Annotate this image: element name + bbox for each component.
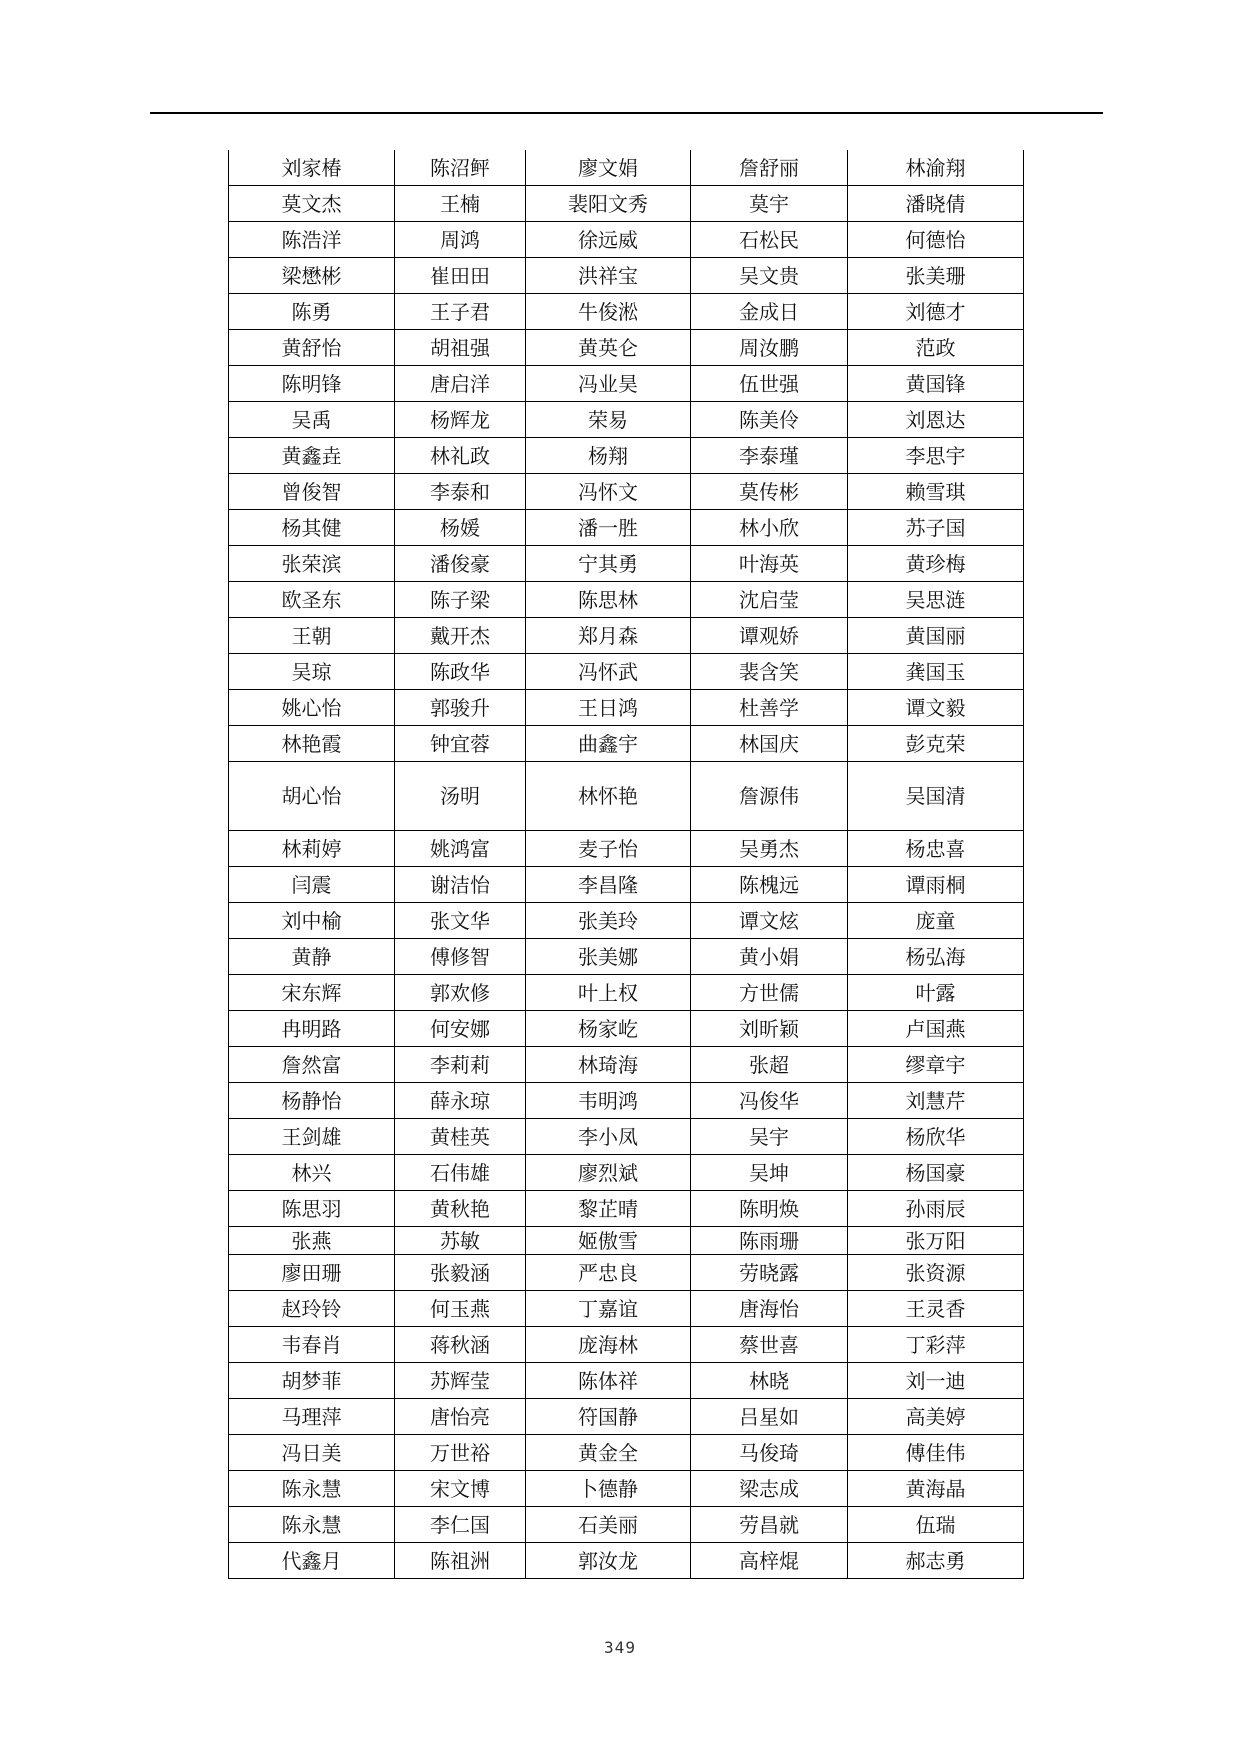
name-cell: 王日鸿 <box>526 690 691 726</box>
name-cell: 李昌隆 <box>526 867 691 903</box>
table-row <box>229 726 1024 762</box>
table-row <box>229 330 1024 366</box>
name-cell: 丁嘉谊 <box>526 1291 691 1327</box>
name-cell: 范政 <box>848 330 1024 366</box>
name-cell: 张毅涵 <box>395 1255 526 1291</box>
name-cell: 石美丽 <box>526 1507 691 1543</box>
name-cell: 丁彩萍 <box>848 1327 1024 1363</box>
name-cell: 叶露 <box>848 975 1024 1011</box>
name-cell: 吕星如 <box>691 1399 848 1435</box>
name-cell: 石松民 <box>691 222 848 258</box>
name-cell: 潘俊豪 <box>395 546 526 582</box>
table-row <box>229 1435 1024 1471</box>
name-cell: 黄国丽 <box>848 618 1024 654</box>
name-cell: 姚心怡 <box>229 690 395 726</box>
name-cell: 符国静 <box>526 1399 691 1435</box>
name-cell: 刘家椿 <box>229 150 395 186</box>
table-row <box>229 831 1024 867</box>
name-cell: 黄金全 <box>526 1435 691 1471</box>
table-row <box>229 1191 1024 1227</box>
table-row <box>229 1119 1024 1155</box>
table-row <box>229 510 1024 546</box>
table-row <box>229 690 1024 726</box>
name-cell: 宋东辉 <box>229 975 395 1011</box>
name-cell: 刘一迪 <box>848 1363 1024 1399</box>
name-cell: 冯日美 <box>229 1435 395 1471</box>
table-row <box>229 1471 1024 1507</box>
name-cell: 冯俊华 <box>691 1083 848 1119</box>
table-row <box>229 867 1024 903</box>
name-cell: 何德怡 <box>848 222 1024 258</box>
name-cell: 黄鑫垚 <box>229 438 395 474</box>
name-cell: 吴坤 <box>691 1155 848 1191</box>
name-cell: 宁其勇 <box>526 546 691 582</box>
name-cell: 洪祥宝 <box>526 258 691 294</box>
name-cell: 郭欢修 <box>395 975 526 1011</box>
name-cell: 张美玲 <box>526 903 691 939</box>
name-cell: 姬傲雪 <box>526 1227 691 1255</box>
name-cell: 陈体祥 <box>526 1363 691 1399</box>
name-cell: 杨欣华 <box>848 1119 1024 1155</box>
name-cell: 黄秋艳 <box>395 1191 526 1227</box>
name-cell: 陈思林 <box>526 582 691 618</box>
name-cell: 叶海英 <box>691 546 848 582</box>
name-cell: 裴阳文秀 <box>526 186 691 222</box>
table-row <box>229 294 1024 330</box>
name-cell: 吴文贵 <box>691 258 848 294</box>
name-cell: 林小欣 <box>691 510 848 546</box>
table-row <box>229 975 1024 1011</box>
name-cell: 沈启莹 <box>691 582 848 618</box>
name-cell: 张美娜 <box>526 939 691 975</box>
name-cell: 苏辉莹 <box>395 1363 526 1399</box>
name-cell: 王子君 <box>395 294 526 330</box>
table-row <box>229 474 1024 510</box>
name-cell: 陈祖洲 <box>395 1543 526 1579</box>
name-cell: 谢洁怡 <box>395 867 526 903</box>
name-cell: 黄小娟 <box>691 939 848 975</box>
name-cell: 林渝翔 <box>848 150 1024 186</box>
name-cell: 杨弘海 <box>848 939 1024 975</box>
name-cell: 陈雨珊 <box>691 1227 848 1255</box>
table-row <box>229 402 1024 438</box>
name-cell: 杨辉龙 <box>395 402 526 438</box>
table-row <box>229 1327 1024 1363</box>
name-cell: 赵玲铃 <box>229 1291 395 1327</box>
name-cell: 唐海怡 <box>691 1291 848 1327</box>
name-cell: 郭汝龙 <box>526 1543 691 1579</box>
name-cell: 黄静 <box>229 939 395 975</box>
table-row <box>229 903 1024 939</box>
name-cell: 赖雪琪 <box>848 474 1024 510</box>
name-cell: 傅佳伟 <box>848 1435 1024 1471</box>
name-cell: 谭文炫 <box>691 903 848 939</box>
name-cell: 严忠良 <box>526 1255 691 1291</box>
name-cell: 刘德才 <box>848 294 1024 330</box>
name-cell: 蒋秋涵 <box>395 1327 526 1363</box>
name-cell: 劳晓露 <box>691 1255 848 1291</box>
name-cell: 张荣滨 <box>229 546 395 582</box>
name-cell: 谭观娇 <box>691 618 848 654</box>
table-row <box>229 150 1024 186</box>
name-cell: 梁懋彬 <box>229 258 395 294</box>
name-cell: 曲鑫宇 <box>526 726 691 762</box>
name-cell: 吴琼 <box>229 654 395 690</box>
name-cell: 冯业昊 <box>526 366 691 402</box>
name-cell: 廖田珊 <box>229 1255 395 1291</box>
name-cell: 张文华 <box>395 903 526 939</box>
name-cell: 黄英仑 <box>526 330 691 366</box>
name-cell: 高梓焜 <box>691 1543 848 1579</box>
name-cell: 莫宇 <box>691 186 848 222</box>
name-cell: 莫传彬 <box>691 474 848 510</box>
name-cell: 李小凤 <box>526 1119 691 1155</box>
name-cell: 何玉燕 <box>395 1291 526 1327</box>
name-cell: 冯怀武 <box>526 654 691 690</box>
name-cell: 陈明焕 <box>691 1191 848 1227</box>
name-cell: 张燕 <box>229 1227 395 1255</box>
name-cell: 叶上权 <box>526 975 691 1011</box>
name-cell: 杨忠喜 <box>848 831 1024 867</box>
table-row <box>229 582 1024 618</box>
name-cell: 黎芷晴 <box>526 1191 691 1227</box>
table-row <box>229 258 1024 294</box>
name-cell: 李思宇 <box>848 438 1024 474</box>
name-cell: 杨翔 <box>526 438 691 474</box>
names-table <box>228 150 1024 1579</box>
name-cell: 陈美伶 <box>691 402 848 438</box>
name-cell: 潘一胜 <box>526 510 691 546</box>
name-cell: 庞海林 <box>526 1327 691 1363</box>
name-cell: 周鸿 <box>395 222 526 258</box>
name-cell: 伍世强 <box>691 366 848 402</box>
name-cell: 周汝鹏 <box>691 330 848 366</box>
name-cell: 黄珍梅 <box>848 546 1024 582</box>
names-table-body <box>229 150 1024 1579</box>
name-cell: 梁志成 <box>691 1471 848 1507</box>
name-cell: 林琦海 <box>526 1047 691 1083</box>
name-cell: 黄桂英 <box>395 1119 526 1155</box>
table-row <box>229 1047 1024 1083</box>
name-cell: 王楠 <box>395 186 526 222</box>
name-cell: 杨静怡 <box>229 1083 395 1119</box>
name-cell: 林礼政 <box>395 438 526 474</box>
name-cell: 廖烈斌 <box>526 1155 691 1191</box>
name-cell: 薛永琼 <box>395 1083 526 1119</box>
name-cell: 荣易 <box>526 402 691 438</box>
name-cell: 吴禹 <box>229 402 395 438</box>
name-cell: 曾俊智 <box>229 474 395 510</box>
name-cell: 傅修智 <box>395 939 526 975</box>
name-cell: 陈政华 <box>395 654 526 690</box>
name-cell: 黄国锋 <box>848 366 1024 402</box>
table-row <box>229 1507 1024 1543</box>
name-cell: 卜德静 <box>526 1471 691 1507</box>
name-cell: 陈沼鲆 <box>395 150 526 186</box>
name-cell: 郝志勇 <box>848 1543 1024 1579</box>
name-cell: 杨其健 <box>229 510 395 546</box>
name-cell: 黄舒怡 <box>229 330 395 366</box>
name-cell: 陈槐远 <box>691 867 848 903</box>
table-row <box>229 1011 1024 1047</box>
name-cell: 刘恩达 <box>848 402 1024 438</box>
name-cell: 彭克荣 <box>848 726 1024 762</box>
name-cell: 詹舒丽 <box>691 150 848 186</box>
name-cell: 刘昕颖 <box>691 1011 848 1047</box>
name-cell: 金成日 <box>691 294 848 330</box>
name-cell: 龚国玉 <box>848 654 1024 690</box>
name-cell: 林兴 <box>229 1155 395 1191</box>
table-row <box>229 546 1024 582</box>
name-cell: 唐启洋 <box>395 366 526 402</box>
name-cell: 韦春肖 <box>229 1327 395 1363</box>
table-row <box>229 1155 1024 1191</box>
name-cell: 刘慧芹 <box>848 1083 1024 1119</box>
table-row <box>229 222 1024 258</box>
name-cell: 闫震 <box>229 867 395 903</box>
name-cell: 陈永慧 <box>229 1471 395 1507</box>
table-row <box>229 366 1024 402</box>
name-cell: 陈浩洋 <box>229 222 395 258</box>
table-row <box>229 1083 1024 1119</box>
name-cell: 姚鸿富 <box>395 831 526 867</box>
name-cell: 欧圣东 <box>229 582 395 618</box>
name-cell: 陈子梁 <box>395 582 526 618</box>
name-cell: 胡梦菲 <box>229 1363 395 1399</box>
name-cell: 胡心怡 <box>229 762 395 831</box>
name-cell: 林国庆 <box>691 726 848 762</box>
name-cell: 戴开杰 <box>395 618 526 654</box>
name-cell: 詹然富 <box>229 1047 395 1083</box>
name-cell: 廖文娟 <box>526 150 691 186</box>
name-cell: 黄海晶 <box>848 1471 1024 1507</box>
name-cell: 林怀艳 <box>526 762 691 831</box>
name-cell: 马俊琦 <box>691 1435 848 1471</box>
name-cell: 裴含笑 <box>691 654 848 690</box>
name-cell: 吴勇杰 <box>691 831 848 867</box>
page-number: 349 <box>604 1638 636 1657</box>
name-cell: 莫文杰 <box>229 186 395 222</box>
name-cell: 张美珊 <box>848 258 1024 294</box>
name-cell: 王朝 <box>229 618 395 654</box>
name-cell: 方世儒 <box>691 975 848 1011</box>
name-cell: 谭雨桐 <box>848 867 1024 903</box>
name-cell: 钟宜蓉 <box>395 726 526 762</box>
name-cell: 崔田田 <box>395 258 526 294</box>
name-cell: 卢国燕 <box>848 1011 1024 1047</box>
name-cell: 陈永慧 <box>229 1507 395 1543</box>
name-cell: 缪章宇 <box>848 1047 1024 1083</box>
name-cell: 汤明 <box>395 762 526 831</box>
name-cell: 徐远威 <box>526 222 691 258</box>
name-cell: 李莉莉 <box>395 1047 526 1083</box>
name-cell: 石伟雄 <box>395 1155 526 1191</box>
name-cell: 郭骏升 <box>395 690 526 726</box>
name-cell: 李泰瑾 <box>691 438 848 474</box>
table-row <box>229 186 1024 222</box>
name-cell: 林莉婷 <box>229 831 395 867</box>
name-cell: 潘晓倩 <box>848 186 1024 222</box>
name-cell: 伍瑞 <box>848 1507 1024 1543</box>
table-row <box>229 1291 1024 1327</box>
name-cell: 代鑫月 <box>229 1543 395 1579</box>
table-row <box>229 654 1024 690</box>
name-cell: 张超 <box>691 1047 848 1083</box>
name-cell: 马理萍 <box>229 1399 395 1435</box>
table-row <box>229 1227 1024 1255</box>
name-cell: 杨家屹 <box>526 1011 691 1047</box>
name-cell: 杨媛 <box>395 510 526 546</box>
name-cell: 冉明路 <box>229 1011 395 1047</box>
name-cell: 胡祖强 <box>395 330 526 366</box>
name-cell: 牛俊淞 <box>526 294 691 330</box>
name-cell: 林晓 <box>691 1363 848 1399</box>
name-cell: 詹源伟 <box>691 762 848 831</box>
name-cell: 杨国豪 <box>848 1155 1024 1191</box>
table-row <box>229 618 1024 654</box>
name-cell: 陈思羽 <box>229 1191 395 1227</box>
name-cell: 张万阳 <box>848 1227 1024 1255</box>
name-cell: 庞童 <box>848 903 1024 939</box>
name-cell: 吴思涟 <box>848 582 1024 618</box>
name-cell: 张资源 <box>848 1255 1024 1291</box>
name-cell: 劳昌就 <box>691 1507 848 1543</box>
table-row <box>229 438 1024 474</box>
header-rule <box>150 112 1103 114</box>
name-cell: 郑月森 <box>526 618 691 654</box>
name-cell: 蔡世喜 <box>691 1327 848 1363</box>
table-row <box>229 762 1024 831</box>
name-cell: 王灵香 <box>848 1291 1024 1327</box>
name-cell: 谭文毅 <box>848 690 1024 726</box>
name-cell: 陈勇 <box>229 294 395 330</box>
name-cell: 刘中榆 <box>229 903 395 939</box>
table-row <box>229 1399 1024 1435</box>
name-cell: 冯怀文 <box>526 474 691 510</box>
name-cell: 万世裕 <box>395 1435 526 1471</box>
name-cell: 韦明鸿 <box>526 1083 691 1119</box>
name-cell: 吴国清 <box>848 762 1024 831</box>
name-cell: 陈明锋 <box>229 366 395 402</box>
name-cell: 杜善学 <box>691 690 848 726</box>
name-cell: 孙雨辰 <box>848 1191 1024 1227</box>
name-cell: 苏子国 <box>848 510 1024 546</box>
name-cell: 高美婷 <box>848 1399 1024 1435</box>
name-cell: 苏敏 <box>395 1227 526 1255</box>
name-cell: 唐怡亮 <box>395 1399 526 1435</box>
name-cell: 吴宇 <box>691 1119 848 1155</box>
name-cell: 宋文博 <box>395 1471 526 1507</box>
name-cell: 林艳霞 <box>229 726 395 762</box>
name-cell: 李泰和 <box>395 474 526 510</box>
table-row <box>229 1543 1024 1579</box>
name-cell: 何安娜 <box>395 1011 526 1047</box>
table-row <box>229 1255 1024 1291</box>
table-row <box>229 1363 1024 1399</box>
name-cell: 麦子怡 <box>526 831 691 867</box>
name-cell: 王剑雄 <box>229 1119 395 1155</box>
table-row <box>229 939 1024 975</box>
name-cell: 李仁国 <box>395 1507 526 1543</box>
